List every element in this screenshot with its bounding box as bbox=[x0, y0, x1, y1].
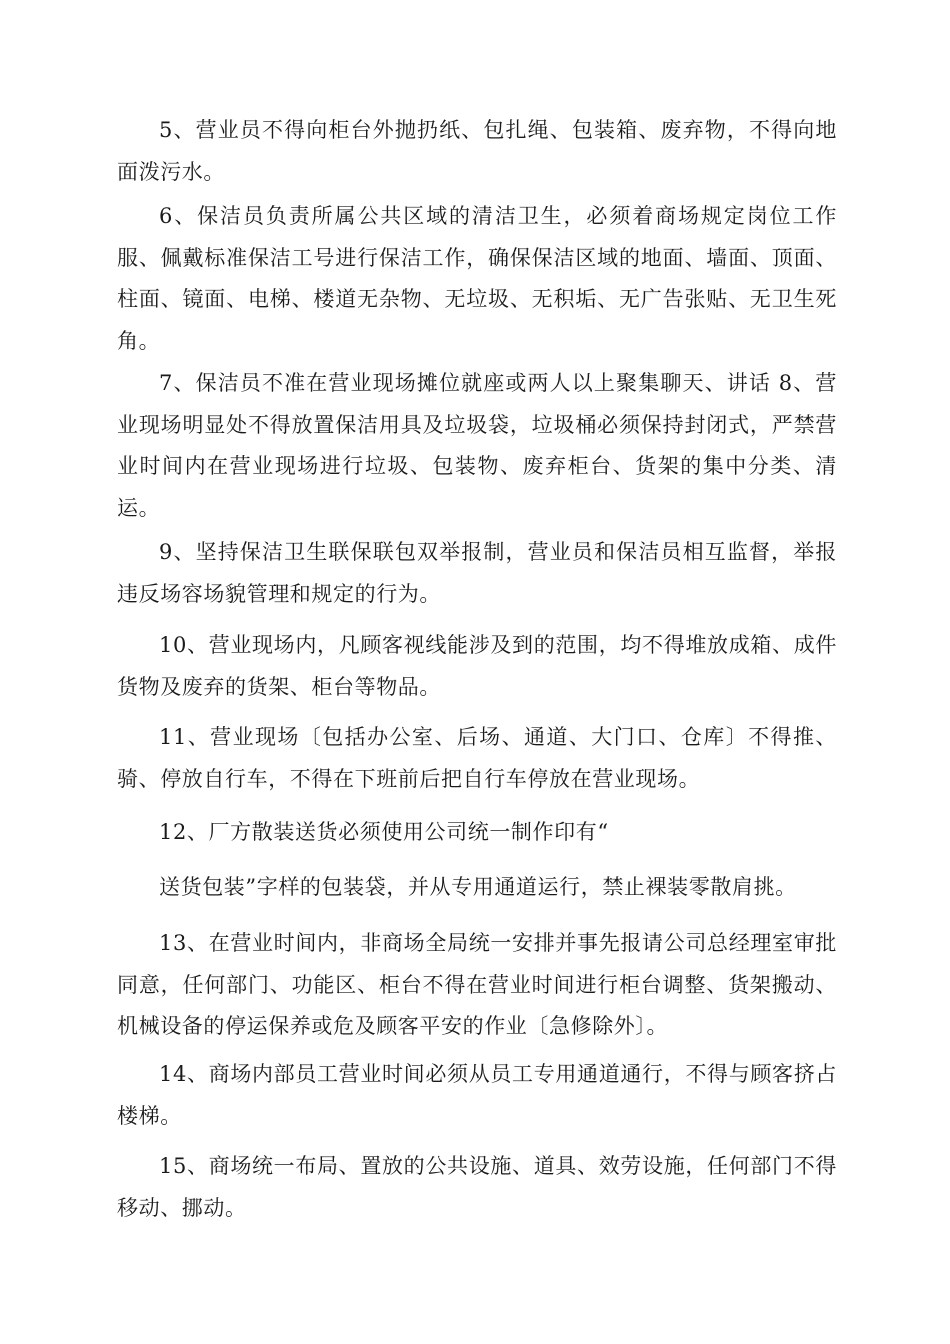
paragraph-13: 13、在营业时间内，非商场全局统一安排并事先报请公司总经理室审批同意，任何部门、功能区、柜台不得在营业时间进行柜台调整、货架搬动、机械设备的停运保养或危及顾客平安的作业〔急修除外〕。 bbox=[117, 931, 837, 1038]
paragraph-11: 11、营业现场〔包括办公室、后场、通道、大门口、仓库〕不得推、骑、停放自行车，不得在下班前后把自行车停放在营业现场。 bbox=[117, 725, 837, 791]
paragraph-12-continued: 送货包装”字样的包装袋，并从专用通道运行，禁止裸装零散肩挑。 bbox=[159, 875, 797, 899]
paragraph-15: 15、商场统一布局、置放的公共设施、道具、效劳设施，任何部门不得移动、挪动。 bbox=[117, 1154, 837, 1220]
paragraph-12: 12、厂方散装送货必须使用公司统一制作印有“ bbox=[159, 820, 609, 844]
paragraph-9: 9、坚持保洁卫生联保联包双举报制，营业员和保洁员相互监督，举报违反场容场貌管理和规定的行为。 bbox=[117, 540, 837, 606]
paragraph-5: 5、营业员不得向柜台外抛扔纸、包扎绳、包装箱、废弃物，不得向地面泼污水。 bbox=[117, 118, 837, 184]
paragraph-10: 10、营业现场内，凡顾客视线能涉及到的范围，均不得堆放成箱、成件货物及废弃的货架、柜台等物品。 bbox=[117, 633, 837, 699]
paragraph-6: 6、保洁员负责所属公共区域的清洁卫生，必须着商场规定岗位工作服、佩戴标准保洁工号进行保洁工作，确保保洁区域的地面、墙面、顶面、柱面、镜面、电梯、楼道无杂物、无垃圾、无积垢、无广告张贴、无卫生死角。 bbox=[117, 204, 837, 353]
paragraph-7-8: 7、保洁员不准在营业现场摊位就座或两人以上聚集聊天、讲话 8、营业现场明显处不得放置保洁用具及垃圾袋，垃圾桶必须保持封闭式，严禁营业时间内在营业现场进行垃圾、包装物、废弃柜台、货架的集中分类、清运。 bbox=[117, 371, 837, 520]
paragraph-14: 14、商场内部员工营业时间必须从员工专用通道通行，不得与顾客挤占楼梯。 bbox=[117, 1062, 837, 1128]
